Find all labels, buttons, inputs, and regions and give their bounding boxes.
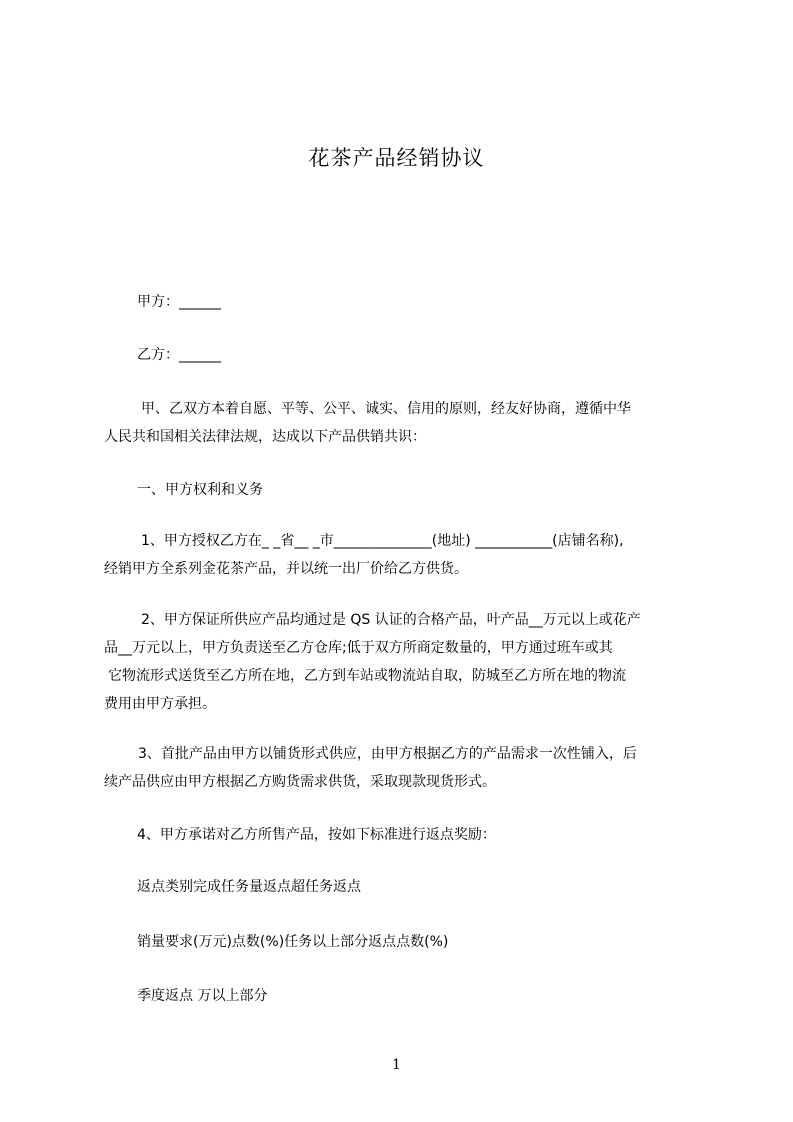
page-number: 1 [392, 1057, 401, 1073]
intro-line-2: 人民共和国相关法律法规，达成以下产品供销共识： [104, 429, 426, 445]
document-title: 花茶产品经销协议 [308, 146, 485, 170]
clause-1-paragraph [104, 527, 624, 583]
clause-1-line-1: 1、甲方授权乙方在_ _省__ _市______________(地址) ___________(店铺名称), [141, 533, 624, 549]
clause-2-line-1: 2、甲方保证所供应产品均通过是 QS 认证的合格产品，叶产品__万元以上或花产 [141, 612, 641, 628]
intro-paragraph [104, 395, 631, 451]
clause-3-paragraph [104, 740, 637, 796]
clause-2-line-2: 品__万元以上，甲方负责送至乙方仓库;低于双方所商定数量的，甲方通过班车或其 [104, 640, 613, 656]
intro-line-1: 甲、乙双方本着自愿、平等、公平、诚实、信用的原则，经友好协商，遵循中华 [141, 401, 631, 417]
party-a-line: 甲方：______ [137, 294, 221, 310]
clause-3-line-2: 续产品供应由甲方根据乙方购货需求供货，采取现款现货形式。 [104, 774, 496, 790]
clause-2-paragraph [104, 606, 641, 718]
rebate-row-2: 销量要求(万元)点数(%)任务以上部分返点点数(%) [137, 934, 449, 950]
section-1-heading: 一、甲方权利和义务 [137, 482, 263, 498]
rebate-row-1: 返点类别完成任务量返点超任务返点 [137, 879, 361, 895]
rebate-row-3: 季度返点 万以上部分 [137, 988, 268, 1004]
clause-2-line-3: 它物流形式送货至乙方所在地，乙方到车站或物流站自取，防城至乙方所在地的物流 [108, 668, 626, 684]
clause-1-line-2: 经销甲方全系列金花茶产品，并以统一出厂价给乙方供货。 [104, 561, 468, 577]
clause-2-line-4: 费用由甲方承担。 [104, 696, 216, 712]
clause-3-line-1: 3、首批产品由甲方以铺货形式供应，由甲方根据乙方的产品需求一次性铺入，后 [138, 746, 637, 762]
party-b-line: 乙方：______ [137, 347, 221, 363]
clause-4-line: 4、甲方承诺对乙方所售产品，按如下标准进行返点奖励： [137, 827, 496, 843]
